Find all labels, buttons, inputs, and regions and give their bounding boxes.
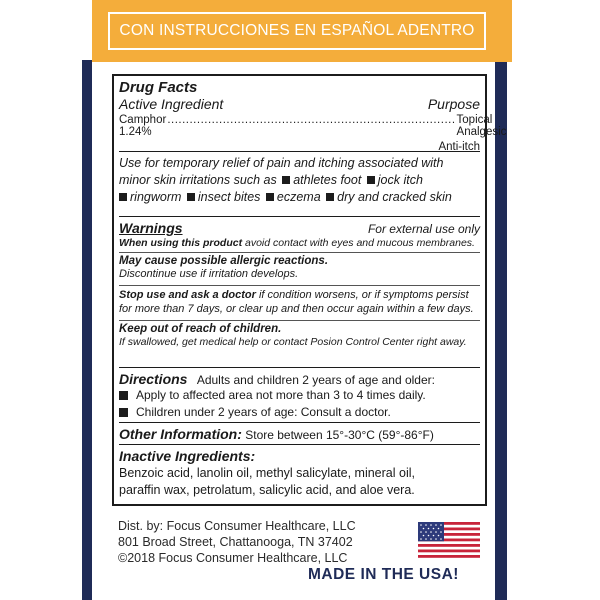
uses-line-3	[119, 189, 480, 206]
bullet-icon	[119, 193, 127, 201]
other-info-section	[119, 423, 480, 445]
other-info-text: Store between 15°-30°C (59°-86°F)	[245, 428, 434, 442]
direction-item	[119, 387, 480, 404]
ingredient: Camphor 1.24%	[119, 114, 167, 138]
right-navy-edge	[495, 60, 507, 600]
left-panel	[0, 0, 92, 600]
other-info-heading: Other Information:	[119, 426, 242, 442]
use-item: insect bites	[197, 190, 261, 204]
distributor-line-1: Dist. by: Focus Consumer Healthcare, LLC	[118, 519, 356, 533]
directions-intro: Adults and children 2 years of age and older:	[196, 373, 435, 387]
use-item: athletes foot	[293, 173, 362, 187]
use-item: jock itch	[377, 173, 423, 187]
made-in-usa: MADE IN THE USA!	[308, 566, 459, 583]
bullet-icon	[266, 193, 274, 201]
use-item: eczema	[276, 190, 321, 204]
bullet-icon	[119, 408, 128, 417]
right-panel	[495, 0, 600, 600]
uses-line-2	[119, 172, 480, 189]
purpose-heading: Purpose	[427, 96, 480, 112]
allergic-bold: May cause possible allergic reactions.	[119, 255, 329, 267]
bullet-icon	[187, 193, 195, 201]
distributor-line-2: 801 Broad Street, Chattanooga, TN 37402	[118, 535, 353, 549]
ingredient-row	[119, 114, 507, 138]
banner-frame	[108, 12, 486, 50]
active-heading-row	[119, 96, 480, 112]
uses-section	[119, 152, 480, 217]
stop-rest: if condition worsens, or if symptoms persist for more than 7 days, or clear up and then occur again within a few days.	[119, 289, 474, 315]
drug-facts-panel	[112, 74, 507, 506]
us-flag-graphic	[418, 522, 480, 558]
inactive-line-1: Benzoic acid, lanolin oil, methyl salicylate, mineral oil,	[119, 466, 415, 480]
when-using-rest: avoid contact with eyes and mucous membranes.	[242, 237, 475, 249]
directions-section	[119, 368, 480, 423]
allergic-rest: Discontinue use if irritation develops.	[119, 268, 299, 280]
banner-text: CON INSTRUCCIONES EN ESPAÑOL ADENTRO	[119, 22, 475, 39]
active-ingredient-section	[119, 76, 507, 153]
copyright: ©2018 Focus Consumer Healthcare, LLC	[118, 551, 348, 565]
leader-dots: ..............................................................................	[167, 114, 456, 126]
external-use: For external use only	[367, 222, 480, 236]
bullet-icon	[282, 176, 290, 184]
stop-use-warning	[119, 286, 480, 321]
warnings-section	[119, 217, 480, 368]
children-warning	[119, 321, 480, 353]
purpose-1: Topical Analgesic	[456, 114, 507, 138]
stop-bold: Stop use and ask a doctor	[119, 289, 256, 301]
warnings-header	[119, 218, 480, 253]
inactive-section	[119, 445, 480, 503]
use-item: dry and cracked skin	[337, 190, 452, 204]
directions-heading: Directions	[119, 371, 188, 387]
direction-text: Apply to affected area not more than 3 to 4 times daily.	[136, 388, 426, 402]
us-flag-icon	[418, 522, 480, 558]
direction-text: Children under 2 years of age: Consult a doctor.	[136, 405, 391, 419]
active-ingredient-heading: Active Ingredient	[119, 96, 224, 112]
warnings-heading: Warnings	[119, 220, 183, 236]
inactive-line-2: paraffin wax, petrolatum, salicylic acid, and aloe vera.	[119, 483, 415, 497]
drug-facts-title: Drug Facts	[119, 79, 198, 96]
warnings-title-row	[119, 220, 480, 236]
inactive-heading: Inactive Ingredients:	[119, 448, 256, 464]
bullet-icon	[367, 176, 375, 184]
distributor-info	[118, 518, 356, 566]
reach-rest: If swallowed, get medical help or contact Posion Control Center right away.	[119, 336, 467, 348]
when-using-bold: When using this product	[119, 237, 243, 249]
purpose-2: Anti-itch	[438, 141, 480, 153]
allergic-warning	[119, 253, 480, 286]
uses-line-1: Use for temporary relief of pain and itching associated with	[119, 156, 444, 170]
uses-prefix: minor skin irritations such as	[119, 173, 277, 187]
directions-intro-row	[119, 371, 480, 387]
direction-item	[119, 404, 480, 421]
bullet-icon	[119, 391, 128, 400]
left-navy-edge	[82, 60, 92, 600]
use-item: ringworm	[130, 190, 182, 204]
when-using	[119, 236, 480, 250]
reach-bold: Keep out of reach of children.	[119, 323, 282, 335]
bullet-icon	[326, 193, 334, 201]
